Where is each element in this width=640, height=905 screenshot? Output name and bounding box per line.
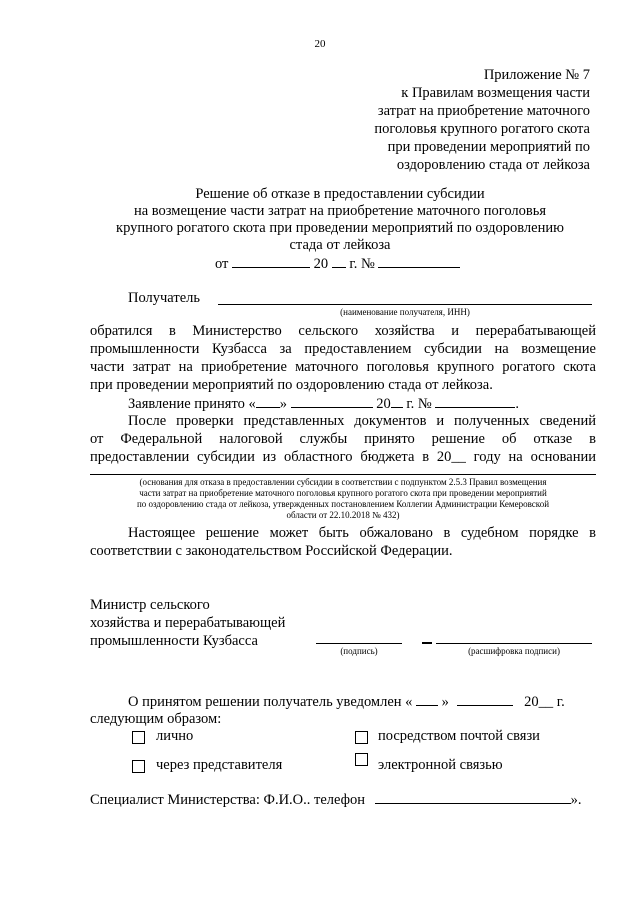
caption-line: (основания для отказа в предоставлении субсидии в соответствии с подпунктом 2.5.3 Правил возмещения [139, 477, 547, 487]
refusal-basis-caption [90, 477, 596, 521]
date-blank[interactable] [232, 254, 310, 268]
notified-month-blank[interactable] [457, 692, 513, 706]
body-line: После проверки представленных документов и полученных сведений [128, 413, 596, 429]
date-number-line [215, 254, 460, 273]
annex-line: Приложение № 7 [483, 67, 590, 83]
option-representative-checkbox[interactable] [132, 760, 145, 773]
from-label: от [215, 256, 229, 272]
body-line: от Федеральной налоговой службы принято решение об отказе в [90, 431, 596, 447]
appeal-line: соответствии с законодательством Российской Федерации. [90, 543, 453, 559]
accepted-g-number: г. № [406, 396, 432, 412]
recipient-caption: (наименование получателя, ИНН) [340, 307, 470, 317]
body-line: обратился в Министерство сельского хозяйства и перерабатывающей [90, 323, 596, 339]
body-line: предоставлении субсидии из областного бюджета в 20__ году на основании [90, 449, 596, 465]
signature-decode-caption: (расшифровка подписи) [468, 646, 560, 656]
option-electronic-label: электронной связью [378, 757, 503, 773]
annex-reference [340, 66, 590, 174]
option-electronic-checkbox[interactable] [355, 753, 368, 766]
annex-line: оздоровлению стада от лейкоза [396, 157, 590, 173]
accepted-year: 20 [376, 396, 391, 412]
annex-line: поголовья крупного рогатого скота [374, 121, 590, 137]
notified-year: 20__ г. [524, 694, 565, 710]
caption-line: по оздоровлению стада от лейкоза, утвержденных постановлением Коллегии Администрации Кемеровской [136, 499, 550, 509]
specialist-contact-field[interactable] [375, 790, 571, 804]
annex-line: затрат на приобретение маточного [377, 103, 590, 119]
accepted-day-blank[interactable] [256, 394, 280, 408]
specialist-line [90, 790, 582, 809]
accepted-label: Заявление принято « [128, 396, 256, 412]
notified-line [128, 692, 565, 711]
title-line: стада от лейкоза [289, 237, 391, 253]
year-blank[interactable] [332, 254, 346, 268]
recipient-field[interactable] [218, 304, 592, 305]
appeal-line: Настоящее решение может быть обжаловано в судебном порядке в [128, 525, 596, 541]
refusal-basis-field[interactable] [90, 474, 596, 475]
signatory-line: Министр сельского [90, 597, 210, 613]
body-line: промышленности Кузбасса за предоставлением субсидии на возмещение [90, 341, 596, 357]
caption-line: части затрат на приобретение маточного поголовья крупного рогатого скота при проведении мероприятий [139, 488, 547, 498]
title-line: на возмещение части затрат на приобретение маточного поголовья [133, 203, 547, 219]
specialist-end: ». [570, 792, 582, 808]
number-blank[interactable] [378, 254, 460, 268]
notified-quote: » [441, 694, 449, 710]
signature-field[interactable] [316, 643, 402, 644]
notified-method-label: следующим образом: [90, 711, 222, 727]
option-post-checkbox[interactable] [355, 731, 368, 744]
title-line: Решение об отказе в предоставлении субсидии [195, 186, 485, 202]
caption-line: области от 22.10.2018 № 432) [286, 510, 400, 520]
signature-caption: (подпись) [340, 646, 378, 656]
option-post-label: посредством почтой связи [378, 728, 540, 744]
recipient-label: Получатель [128, 290, 200, 306]
accepted-number-blank[interactable] [435, 394, 515, 408]
document-title [90, 185, 590, 253]
signatory-line: хозяйства и перерабатывающей [90, 615, 286, 631]
application-accepted-line [128, 394, 519, 413]
year-label: 20 [313, 256, 329, 272]
title-line: крупного рогатого скота при проведении мероприятий по оздоровлению [116, 220, 564, 236]
option-representative-label: через представителя [156, 757, 283, 773]
annex-line: к Правилам возмещения части [401, 85, 590, 101]
signatory-line: промышленности Кузбасса [90, 633, 258, 649]
accepted-month-blank[interactable] [291, 394, 373, 408]
g-number-label: г. № [349, 256, 375, 272]
body-line: части затрат на приобретение маточного поголовья крупного рогатого скота [90, 359, 596, 375]
accepted-end: . [515, 396, 520, 412]
notified-text: О принятом решении получатель уведомлен « [128, 694, 413, 710]
notified-day-blank[interactable] [416, 692, 438, 706]
body-line: при проведении мероприятий по оздоровлению стада от лейкоза. [90, 377, 493, 393]
specialist-label: Специалист Министерства: Ф.И.О.. телефон [90, 792, 366, 808]
signature-dash [422, 642, 432, 644]
option-in-person-checkbox[interactable] [132, 731, 145, 744]
page-number: 20 [314, 38, 326, 50]
accepted-year-blank[interactable] [391, 394, 403, 408]
accepted-quote: » [279, 396, 287, 412]
annex-line: при проведении мероприятий по [387, 139, 590, 155]
signature-decode-field[interactable] [436, 643, 592, 644]
option-in-person-label: лично [156, 728, 194, 744]
